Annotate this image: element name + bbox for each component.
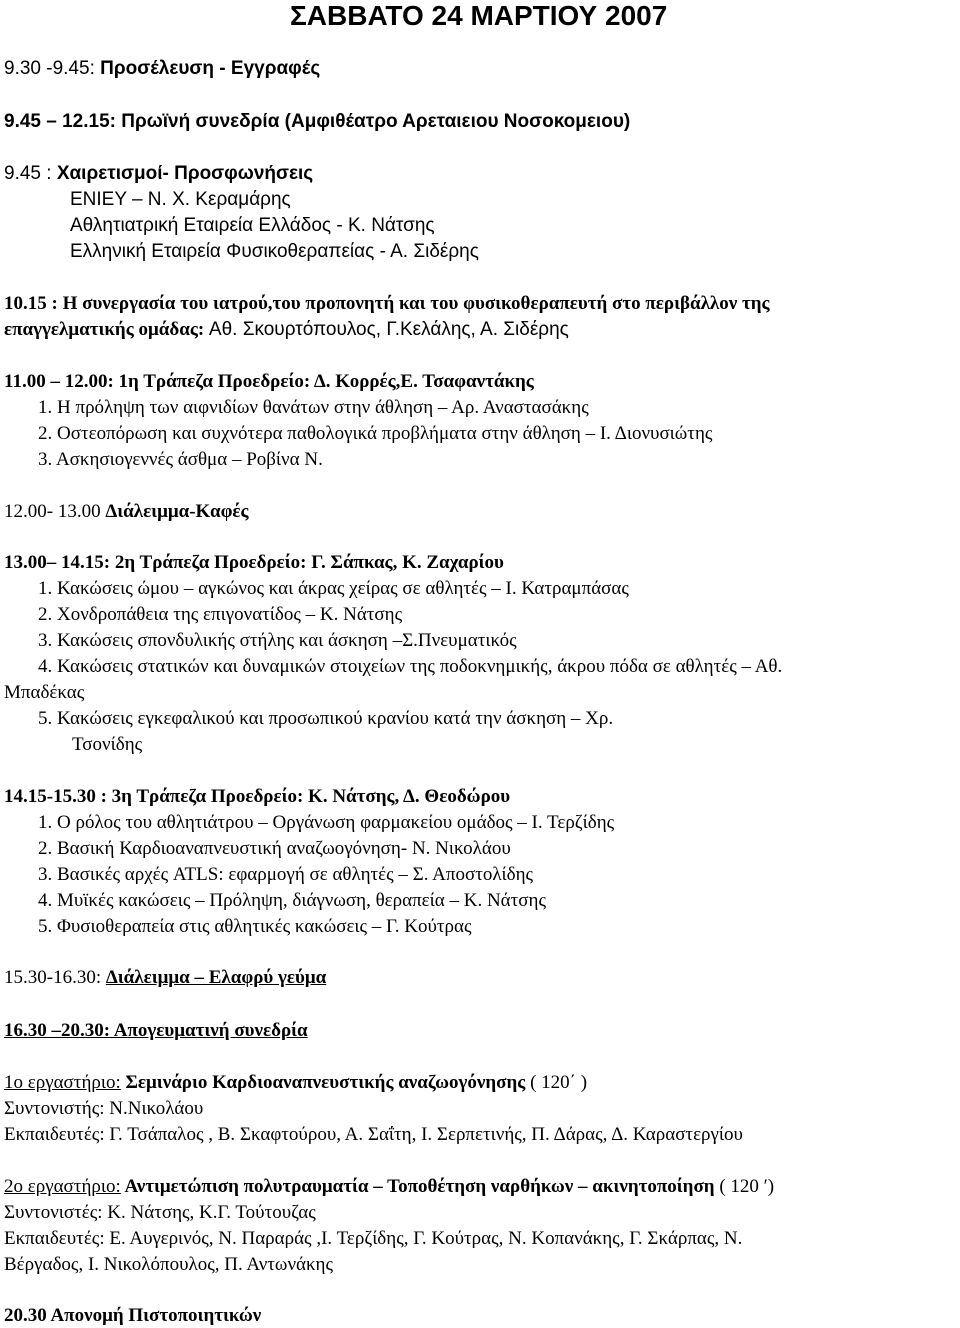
schedule-line: 9.45 : Χαιρετισμοί- Προσφωνήσεις [4, 163, 314, 184]
list-item: Τσονίδης [72, 734, 143, 755]
list-item: 2. Βασική Καρδιοαναπνευστική αναζωογόνηση- Ν. Νικολάου [38, 838, 511, 859]
list-item: 1. Η πρόληψη των αιφνιδίων θανάτων στην άθληση – Αρ. Αναστασάκης [38, 397, 589, 418]
workshop-heading: 1ο εργαστήριο: Σεμινάριο Καρδιοαναπνευστικής αναζωογόνησης ( 120΄ ) [4, 1072, 588, 1093]
schedule-line: 11.00 – 12.00: 1η Τράπεζα Προεδρείο: Δ. Κορρές,Ε. Τσαφαντάκης [4, 371, 534, 392]
workshop-line: Συντονιστής: Ν.Νικολάου [4, 1098, 204, 1119]
schedule-line: 13.00– 14.15: 2η Τράπεζα Προεδρείο: Γ. Σάπκας, Κ. Ζαχαρίου [4, 552, 504, 573]
list-item: 1. Κακώσεις ώμου – αγκώνος και άκρας χείρας σε αθλητές – Ι. Κατραμπάσας [38, 578, 629, 599]
schedule-line: 20.30 Απονομή Πιστοποιητικών [4, 1305, 262, 1326]
schedule-line: επαγγελματικής ομάδας: Αθ. Σκουρτόπουλος, Γ.Κελάλης, Α. Σιδέρης [4, 319, 569, 340]
list-item: 4. Μυϊκές κακώσεις – Πρόληψη, διάγνωση, θεραπεία – Κ. Νάτσης [38, 890, 546, 911]
session-heading: 16.30 –20.30: Απογευματινή συνεδρία [4, 1020, 308, 1041]
list-item: 3. Βασικές αρχές ATLS: εφαρμογή σε αθλητές – Σ. Αποστολίδης [38, 864, 534, 885]
schedule-line: ΕΝΙΕΥ – Ν. Χ. Κεραμάρης [70, 189, 291, 210]
schedule-line: Ελληνική Εταιρεία Φυσικοθεραπείας - Α. Σιδέρης [70, 241, 479, 262]
page-title: ΣΑΒΒΑΤΟ 24 ΜΑΡΤΙΟΥ 2007 [290, 0, 668, 31]
workshop-line: Βέργαδος, Ι. Νικολόπουλος, Π. Αντωνάκης [4, 1254, 334, 1275]
list-item: 5. Φυσιοθεραπεία στις αθλητικές κακώσεις – Γ. Κούτρας [38, 916, 472, 937]
schedule-line: 14.15-15.30 : 3η Τράπεζα Προεδρείο: Κ. Νάτσης, Δ. Θεοδώρου [4, 786, 511, 807]
workshop-line: Εκπαιδευτές: Ε. Αυγερινός, Ν. Παραράς ,Ι. Τερζίδης, Γ. Κούτρας, Ν. Κοπανάκης, Γ. Σκάρπας, Ν. [4, 1228, 743, 1249]
schedule-line: 9.30 -9.45: Προσέλευση - Εγγραφές [4, 58, 321, 79]
list-item: 3. Κακώσεις σπονδυλικής στήλης και άσκηση –Σ.Πνευματικός [38, 630, 517, 651]
list-item: 3. Ασκησιογεννές άσθμα – Ροβίνα Ν. [38, 449, 323, 470]
list-item: 1. Ο ρόλος του αθλητιάτρου – Οργάνωση φαρμακείου ομάδος – Ι. Τερζίδης [38, 812, 615, 833]
workshop-line: Συντονιστές: Κ. Νάτσης, Κ.Γ. Τούτουζας [4, 1202, 316, 1223]
list-item: 4. Κακώσεις στατικών και δυναμικών στοιχείων της ποδοκνημικής, άκρου πόδα σε αθλητές – Αθ. [38, 656, 783, 677]
workshop-line: Εκπαιδευτές: Γ. Τσάπαλος , Β. Σκαφτούρου, Α. Σαΐτη, Ι. Σερπετινής, Π. Δάρας, Δ. Καραστεργίου [4, 1124, 743, 1145]
list-item: 2. Οστεοπόρωση και συχνότερα παθολογικά προβλήματα στην άθληση – Ι. Διονυσιώτης [38, 423, 713, 444]
schedule-line: 12.00- 13.00 Διάλειμμα-Καφές [4, 501, 249, 522]
schedule-line: 10.15 : Η συνεργασία του ιατρού,του προπονητή και του φυσικοθεραπευτή στο περιβάλλον της [4, 293, 770, 314]
schedule-line: 15.30-16.30: Διάλειμμα – Ελαφρύ γεύμα [4, 967, 327, 988]
schedule-line: Αθλητιατρική Εταιρεία Ελλάδος - Κ. Νάτσης [70, 215, 435, 236]
schedule-line: 9.45 – 12.15: Πρωϊνή συνεδρία (Αμφιθέατρο Αρεταιειου Νοσοκομειου) [4, 111, 631, 132]
workshop-heading: 2ο εργαστήριο: Αντιμετώπιση πολυτραυματία – Τοποθέτηση ναρθήκων – ακινητοποίηση ( 120 ′) [4, 1176, 775, 1197]
list-item: 5. Κακώσεις εγκεφαλικού και προσωπικού κρανίου κατά την άσκηση – Χρ. [38, 708, 614, 729]
list-item: Μπαδέκας [4, 682, 85, 703]
list-item: 2. Χονδροπάθεια της επιγονατίδος – Κ. Νάτσης [38, 604, 403, 625]
